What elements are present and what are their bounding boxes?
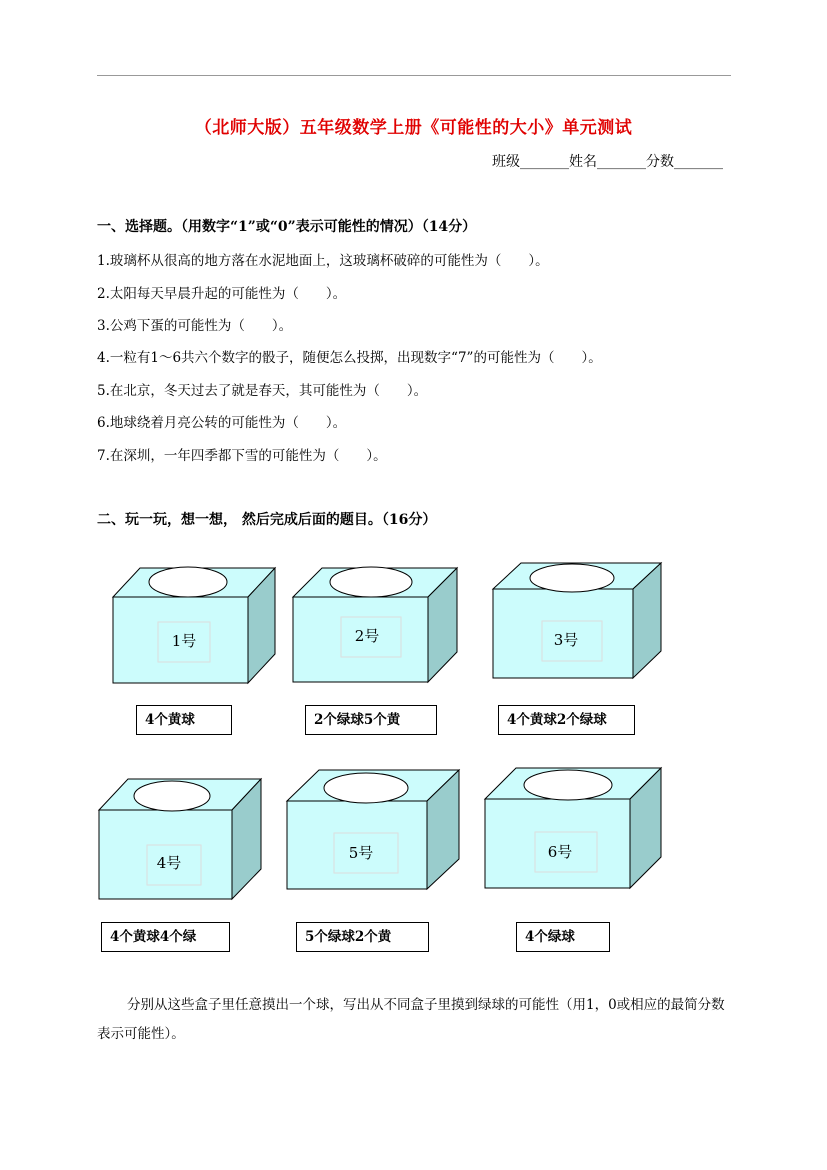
box-6-opening xyxy=(524,770,612,800)
box-5-illustration xyxy=(287,770,459,890)
box-1-label: 4个黄球 xyxy=(136,705,232,735)
section-2-heading: 二、玩一玩，想一想， 然后完成后面的题目。（16分） xyxy=(97,512,437,528)
section-1-heading: 一、选择题。（用数字“1”或“0”表示可能性的情况）（14分） xyxy=(97,219,477,235)
box-4-opening xyxy=(134,781,210,811)
page-title: （北师大版）五年级数学上册《可能性的大小》单元测试 xyxy=(194,118,633,138)
question-4: 4.一粒有1～6共六个数字的骰子，随便怎么投掷，出现数字“7”的可能性为（ ）。 xyxy=(97,350,602,366)
question-6: 6.地球绕着月亮公转的可能性为（ ）。 xyxy=(97,415,347,431)
box-2-number: 2号 xyxy=(354,627,380,645)
box-6-illustration xyxy=(485,768,661,889)
box-1-opening xyxy=(149,567,227,597)
box-3-opening xyxy=(530,564,614,592)
question-1: 1.玻璃杯从很高的地方落在水泥地面上，这玻璃杯破碎的可能性为（ ）。 xyxy=(97,253,549,269)
box-3-illustration xyxy=(493,563,661,679)
box-5-opening xyxy=(324,773,408,803)
question-3: 3.公鸡下蛋的可能性为（ ）。 xyxy=(97,318,293,334)
question-7: 7.在深圳，一年四季都下雪的可能性为（ ）。 xyxy=(97,448,387,464)
student-info-line xyxy=(492,151,723,171)
box-4-number: 4号 xyxy=(156,854,182,872)
question-5: 5.在北京，冬天过去了就是春天，其可能性为（ ）。 xyxy=(97,383,428,399)
header-rule xyxy=(97,75,731,76)
box-2-label: 2个绿球5个黄 xyxy=(305,705,437,735)
box-2-illustration xyxy=(293,566,457,683)
score-blank[interactable]: _______ xyxy=(674,154,723,170)
box-4-label: 4个黄球4个绿 xyxy=(101,922,230,952)
name-blank[interactable]: _______ xyxy=(597,154,646,170)
box-5-number: 5号 xyxy=(348,844,374,862)
name-label: 姓名 xyxy=(569,154,597,170)
box-2-opening xyxy=(330,567,412,597)
section-2-instruction: 分别从这些盒子里任意摸出一个球，写出从不同盒子里摸到绿球的可能性（用1，0或相应的最简分数表示可能性）。 xyxy=(97,997,725,1042)
box-3-number: 3号 xyxy=(553,631,579,649)
class-label: 班级 xyxy=(492,154,520,170)
question-2: 2.太阳每天早晨升起的可能性为（ ）。 xyxy=(97,286,347,302)
box-1-number: 1号 xyxy=(171,632,197,650)
box-6-label: 4个绿球 xyxy=(516,922,610,952)
box-1-illustration xyxy=(113,566,275,684)
box-3-label: 4个黄球2个绿球 xyxy=(498,705,635,735)
box-6-number: 6号 xyxy=(547,843,573,861)
box-5-label: 5个绿球2个黄 xyxy=(296,922,429,952)
box-4-illustration xyxy=(99,779,261,900)
score-label: 分数 xyxy=(646,154,674,170)
class-blank[interactable]: _______ xyxy=(520,154,569,170)
